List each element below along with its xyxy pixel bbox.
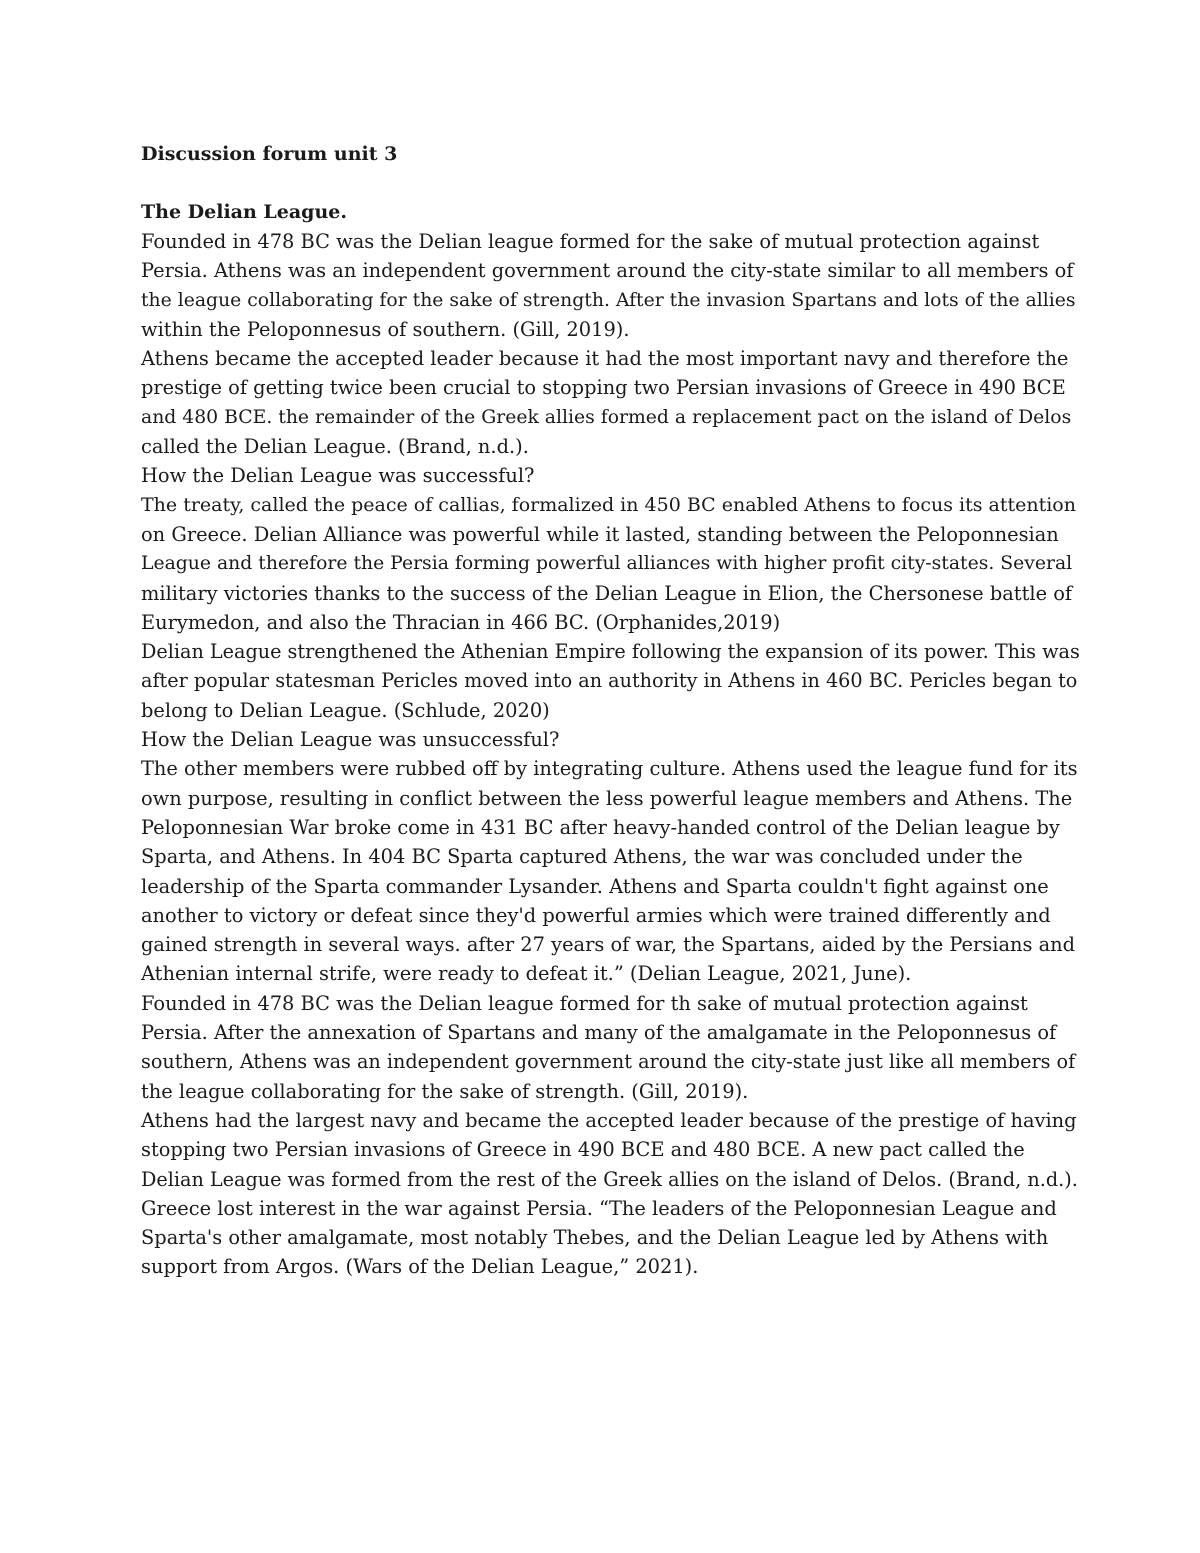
text-line: the league collaborating for the sake of strength. (Gill, 2019). (141, 1079, 749, 1103)
text-line: on Greece. Delian Alliance was powerful while it lasted, standing between the Peloponnesian (141, 522, 1059, 546)
text-line: Sparta's other amalgamate, most notably Thebes, and the Delian League led by Athens with (141, 1226, 1049, 1250)
text-line: southern, Athens was an independent government around the city-state just like all members of (141, 1050, 1076, 1074)
text-line: Eurymedon, and also the Thracian in 466 BC. (Orphanides,2019) (141, 610, 781, 634)
text-line: The other members were rubbed off by integrating culture. Athens used the league fund for its (141, 757, 1078, 781)
text-line: Athenian internal strife, were ready to defeat it.” (Delian League, 2021, June). (141, 962, 912, 986)
text-line: own purpose, resulting in conflict between the less powerful league members and Athens. The (141, 786, 1073, 810)
text-line: Persia. Athens was an independent government around the city-state similar to all members of (141, 259, 1074, 283)
text-line: belong to Delian League. (Schlude, 2020) (141, 698, 550, 722)
text-line: prestige of getting twice been crucial to stopping two Persian invasions of Greece in 490 BCE (141, 376, 1066, 400)
text-line: Peloponnesian War broke come in 431 BC after heavy-handed control of the Delian league by (141, 815, 1060, 839)
text-line: Athens became the accepted leader because it had the most important navy and therefore the (141, 347, 1069, 371)
text-line: Greece lost interest in the war against Persia. “The leaders of the Peloponnesian League and (141, 1196, 1057, 1220)
text-line: called the Delian League. (Brand, n.d.). (141, 435, 529, 459)
section-heading: The Delian League. (141, 201, 347, 223)
text-line: Delian League was formed from the rest of the Greek allies on the island of Delos. (Brand, n.d.). (141, 1167, 1078, 1191)
document-title: Discussion forum unit 3 (141, 143, 398, 165)
text-line: Founded in 478 BC was the Delian league formed for the sake of mutual protection against (141, 230, 1040, 253)
text-line: support from Argos. (Wars of the Delian League,” 2021). (141, 1255, 699, 1279)
text-line: after popular statesman Pericles moved into an authority in Athens in 460 BC. Pericles began to (141, 669, 1078, 693)
document-page (141, 140, 1081, 1282)
text-line: another to victory or defeat since they'd powerful armies which were trained differently and (141, 903, 1051, 927)
text-line: Persia. After the annexation of Spartans and many of the amalgamate in the Peloponnesus of (141, 1021, 1057, 1045)
text-line: Founded in 478 BC was the Delian league formed for th sake of mutual protection against (141, 991, 1028, 1015)
text-line: How the Delian League was successful? (141, 464, 535, 488)
text-line: The treaty, called the peace of callias, formalized in 450 BC enabled Athens to focus its attention (141, 493, 1076, 516)
text-line: leadership of the Sparta commander Lysander. Athens and Sparta couldn't fight against one (141, 874, 1049, 898)
document-body (141, 227, 1081, 1282)
text-line: military victories thanks to the success of the Delian League in Elion, the Chersonese battle of (141, 581, 1073, 605)
text-line: stopping two Persian invasions of Greece in 490 BCE and 480 BCE. A new pact called the (141, 1138, 1025, 1162)
text-line: Sparta, and Athens. In 404 BC Sparta captured Athens, the war was concluded under the (141, 845, 1023, 869)
text-line: Delian League strengthened the Athenian Empire following the expansion of its power. This was (141, 640, 1080, 664)
text-line: gained strength in several ways. after 27 years of war, the Spartans, aided by the Persians and (141, 933, 1076, 957)
text-line: within the Peloponnesus of southern. (Gill, 2019). (141, 317, 630, 341)
text-line: the league collaborating for the sake of strength. After the invasion Spartans and lots of the allies (141, 289, 1076, 311)
text-line: League and therefore the Persia forming powerful alliances with higher profit city-states. Several (141, 553, 1073, 575)
text-line: How the Delian League was unsuccessful? (141, 728, 560, 752)
text-line: Athens had the largest navy and became the accepted leader because of the prestige of having (141, 1108, 1077, 1132)
text-line: and 480 BCE. the remainder of the Greek allies formed a replacement pact on the island of Delos (141, 406, 1072, 428)
